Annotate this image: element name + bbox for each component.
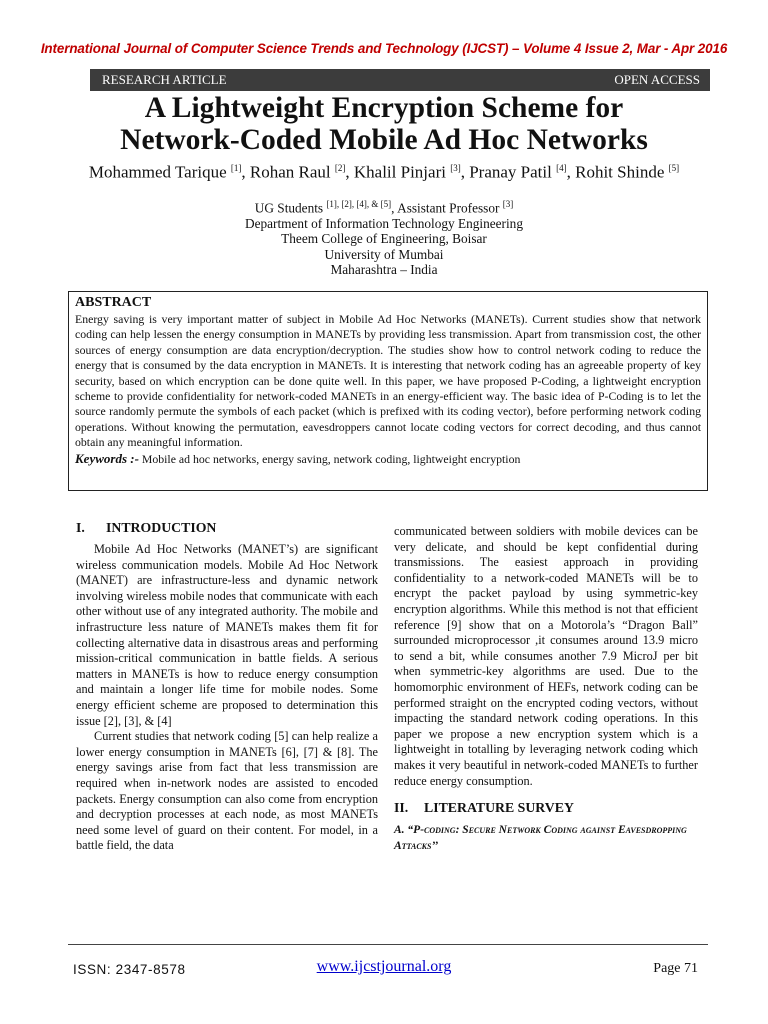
abstract-box bbox=[68, 291, 708, 491]
university: University of Mumbai bbox=[324, 246, 444, 262]
paper-title bbox=[40, 92, 728, 156]
author-separator: , bbox=[345, 162, 354, 182]
section-number: I. bbox=[76, 520, 85, 535]
affiliation-block bbox=[80, 197, 688, 278]
students-label: UG Students bbox=[254, 200, 327, 216]
author-list bbox=[80, 158, 688, 183]
title-line-2: Network-Coded Mobile Ad Hoc Networks bbox=[120, 124, 648, 156]
open-access-label: OPEN ACCESS bbox=[614, 72, 700, 87]
author-ref: [3] bbox=[450, 163, 461, 173]
professor-ref: [3] bbox=[502, 199, 514, 209]
section-number: II. bbox=[394, 800, 409, 816]
author-name: Rohan Raul bbox=[249, 162, 335, 182]
author-ref: [1] bbox=[230, 163, 242, 173]
section-title: INTRODUCTION bbox=[106, 520, 217, 535]
keywords-line bbox=[75, 451, 701, 467]
author-ref: [2] bbox=[334, 163, 346, 173]
abstract-heading: ABSTRACT bbox=[75, 295, 152, 310]
students-ref: [1], [2], [4], & [5] bbox=[326, 199, 392, 209]
section-heading-introduction bbox=[76, 519, 378, 536]
article-type-label: RESEARCH ARTICLE bbox=[102, 72, 227, 87]
affiliation-roles bbox=[80, 197, 688, 216]
author-name: Pranay Patil bbox=[469, 162, 557, 182]
author-name: Mohammed Tarique bbox=[88, 162, 231, 182]
section-heading-literature bbox=[394, 799, 698, 816]
abstract-text: Energy saving is very important matter of subject in Mobile Ad Hoc Networks (MANETs). Current studies show that network coding can help lessen the energy consumption in MANETs by providing less transmission. Apart from transmission cost, the other sources of energy consumption are data encryption/decryption. The studies show how to control network coding to reduce the energy that is consumed by the data encryption in MANETs. It is interesting that network coding has an agreeable property of key security, based on which encryption can be done quite well. In this paper, we have proposed P-Coding, a lightweight encryption scheme to provide confidentiality for network-coded MANETs in an energy-efficient way. The basic idea of P-Coding is to let the source randomly permute the symbols of each packet (which is prefixed with its coding vector), before performing network coding operations. Without knowing the permutation, eavesdroppers cannot locate coding vectors for correct decoding, and thus cannot obtain any meaningful information. bbox=[75, 312, 701, 450]
footer-issn: ISSN: 2347-8578 bbox=[73, 962, 186, 977]
footer-divider bbox=[68, 944, 708, 945]
intro-paragraph-1: Mobile Ad Hoc Networks (MANET’s) are significant wireless communication models. Mobile Ad Hoc Network (MANET) are infrastructure-less and dynamic network involving wireless mobile nodes that communicate with each other without use of any integrated authority. The mobile and infrastructure less nature of MANETs makes them fit for collecting alternative data in disastrous areas and performing mission-critical communication in battle fields. A serious matters in MANETs is how to reduce energy consumption and maintain a longer life time for mobile nodes. Some energy efficient scheme are proposed to determination this issue [2], [3], & [4] bbox=[76, 542, 378, 728]
journal-header: International Journal of Computer Science Trends and Technology (IJCST) – Volume 4 Issue 2, Mar - Apr 2016 bbox=[40, 41, 728, 56]
author-separator: , bbox=[566, 162, 576, 182]
article-type-bar bbox=[90, 69, 710, 91]
keywords-text: Mobile ad hoc networks, energy saving, network coding, lightweight encryption bbox=[138, 451, 521, 466]
author-name: Rohit Shinde bbox=[575, 162, 669, 182]
college: Theem College of Engineering, Boisar bbox=[281, 231, 487, 247]
right-column bbox=[394, 524, 698, 854]
keywords-label: Keywords :- bbox=[75, 450, 139, 466]
author-separator: , bbox=[460, 162, 470, 182]
journal-website-link[interactable]: www.ijcstjournal.org bbox=[316, 958, 452, 975]
author-ref: [5] bbox=[668, 163, 680, 173]
left-column bbox=[76, 519, 378, 854]
title-line-1: A Lightweight Encryption Scheme for bbox=[144, 92, 624, 124]
author-ref: [4] bbox=[556, 163, 567, 173]
location: Maharashtra – India bbox=[330, 262, 438, 278]
department: Department of Information Technology Engineering bbox=[245, 215, 523, 231]
intro-paragraph-2: Current studies that network coding [5] can help realize a lower energy consumption in MANETs [6], [7] & [8]. The energy savings arise from fact that less transmission are required when in-network nodes are assisted to encoded packets. Energy consumption can also come from encryption and decryption processes at each node, as most MANETs need some level of guard on their content. For model, in a battle field, the data bbox=[76, 729, 378, 853]
subsection-title: A. “P-coding: Secure Network Coding against Eavesdropping Attacks’’ bbox=[394, 824, 687, 853]
author-name: Khalil Pinjari bbox=[353, 162, 451, 182]
page-number: Page 71 bbox=[653, 961, 698, 976]
section-title: LITERATURE SURVEY bbox=[424, 800, 574, 816]
professor-label: , Assistant Professor bbox=[391, 200, 503, 216]
intro-paragraph-3: communicated between soldiers with mobile devices can be very delicate, and should be kept confidential during transmissions. The easiest approach in providing confidentiality to a network-coded MANETs will be to encrypt the packet payload by using symmetric-key encryption algorithms. While this method is not that efficient reference [9] show that on a Motorola’s “Dragon Ball” surrounded microprocessor ,it consumes around 13.9 micro to send a bit, while consumes another 7.9 MicroJ per bit when symmetric-key algorithms are used. Due to the homomorphic environment of HEFs, network coding can be performed straight on the encrypted coding vectors, without impacting the standard network coding operations. In this paper we propose a new encryption system which is a lightweight in totalling by leveraging network coding which makes it very beautiful in network-coded MANETs to further reduce energy consumption. bbox=[394, 524, 698, 788]
author-separator: , bbox=[241, 162, 250, 182]
